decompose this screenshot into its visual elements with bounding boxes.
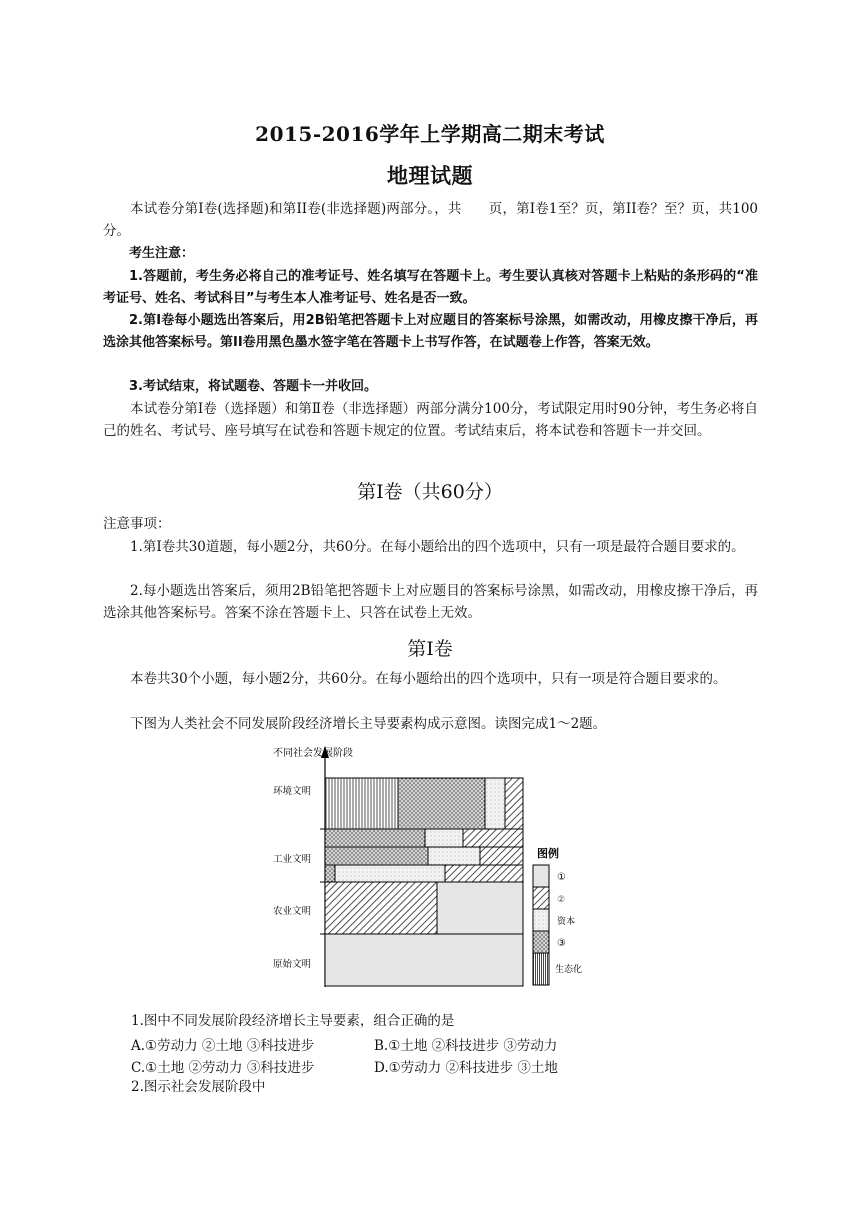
legend-label-1: ①	[557, 872, 566, 883]
notes-title: 注意事项：	[103, 516, 171, 532]
question-1-option-a: A.①劳动力 ②土地 ③科技进步	[131, 1038, 315, 1054]
exam-title: 2015-2016学年上学期高二期末考试	[255, 122, 605, 146]
bar-primitive-civilization	[325, 934, 523, 986]
intro-paragraph: 本试卷分第Ⅰ卷(选择题)和第II卷(非选择题)两部分。，共 页，第Ⅰ卷1至？页，第II卷？至？页，共100分。	[103, 201, 758, 239]
section-heading-2: 第Ⅰ卷	[407, 638, 453, 660]
notice-title: 考生注意：	[129, 246, 195, 261]
section-instructions: 本卷共30个小题，每小题2分，共60分。在每小题给出的四个选项中，只有一项是符合题目要求的。	[130, 671, 727, 687]
notice-item-1: 1.答题前，考生务必将自己的准考证号、姓名填写在答题卡上。考生要认真核对答题卡上粘贴的条形码的“准考证号、姓名、考试科目”与考生本人准考证号、姓名是否一致。	[103, 269, 758, 306]
notice-item-3: 3.考试结束，将试题卷、答题卡一并收回。	[129, 379, 377, 394]
subject-title: 地理试题	[387, 163, 473, 188]
economic-factors-figure	[265, 742, 610, 992]
y-axis-label: 不同社会发展阶段	[273, 748, 353, 759]
question-1-option-d: D.①劳动力 ②科技进步 ③土地	[374, 1060, 558, 1076]
stage-label-primitive: 原始文明	[273, 959, 312, 970]
stage-label-industrial: 工业文明	[273, 854, 312, 865]
bar-industrial-civilization	[325, 829, 523, 882]
legend-label-2: ②	[557, 895, 566, 905]
legend-title: 图例	[537, 847, 559, 860]
intro-paragraph-2: 本试卷分第Ⅰ卷（选择题）和第Ⅱ卷（非选择题）两部分满分100分，考试限定用时90分钟，考生务必将自己的姓名、考试号、座号填写在试卷和答题卡规定的位置。考试结束后，将本试卷和答题卡一并交回。	[103, 401, 758, 439]
figure-intro: 下图为人类社会不同发展阶段经济增长主导要素构成示意图。读图完成1～2题。	[130, 716, 607, 732]
legend-label-eco: 生态化	[555, 965, 583, 975]
note-item-1: 1.第Ⅰ卷共30道题，每小题2分，共60分。在每小题给出的四个选项中，只有一项是最符合题目要求的。	[130, 539, 745, 555]
question-1-option-b: B.①土地 ②科技进步 ③劳动力	[374, 1038, 558, 1054]
question-1-option-c: C.①土地 ②劳动力 ③科技进步	[131, 1060, 315, 1076]
question-1-stem: 1.图中不同发展阶段经济增长主导要素，组合正确的是	[131, 1013, 455, 1029]
legend-label-capital: 资本	[557, 917, 576, 927]
legend-label-3: ③	[557, 938, 566, 949]
legend	[533, 846, 582, 985]
stage-label-environment: 环境文明	[273, 786, 312, 797]
bar-environment-civilization	[325, 778, 523, 829]
section-heading-1: 第Ⅰ卷（共60分）	[357, 481, 503, 503]
note-item-2: 2.每小题选出答案后，须用2B铅笔把答题卡上对应题目的答案标号涂黑，如需改动，用橡皮擦干净后，再选涂其他答案标号。答案不涂在答题卡上、只答在试卷上无效。	[103, 583, 758, 621]
notice-item-2: 2.第Ⅰ卷每小题选出答案后，用2B铅笔把答题卡上对应题目的答案标号涂黑，如需改动，用橡皮擦干净后，再选涂其他答案标号。第II卷用黑色墨水签字笔在答题卡上书写作答，在试题卷上作答，答案无效。	[103, 313, 758, 350]
stage-label-agricultural: 农业文明	[273, 906, 312, 917]
question-2-stem: 2.图示社会发展阶段中	[131, 1079, 266, 1095]
bar-agricultural-civilization	[325, 882, 523, 934]
